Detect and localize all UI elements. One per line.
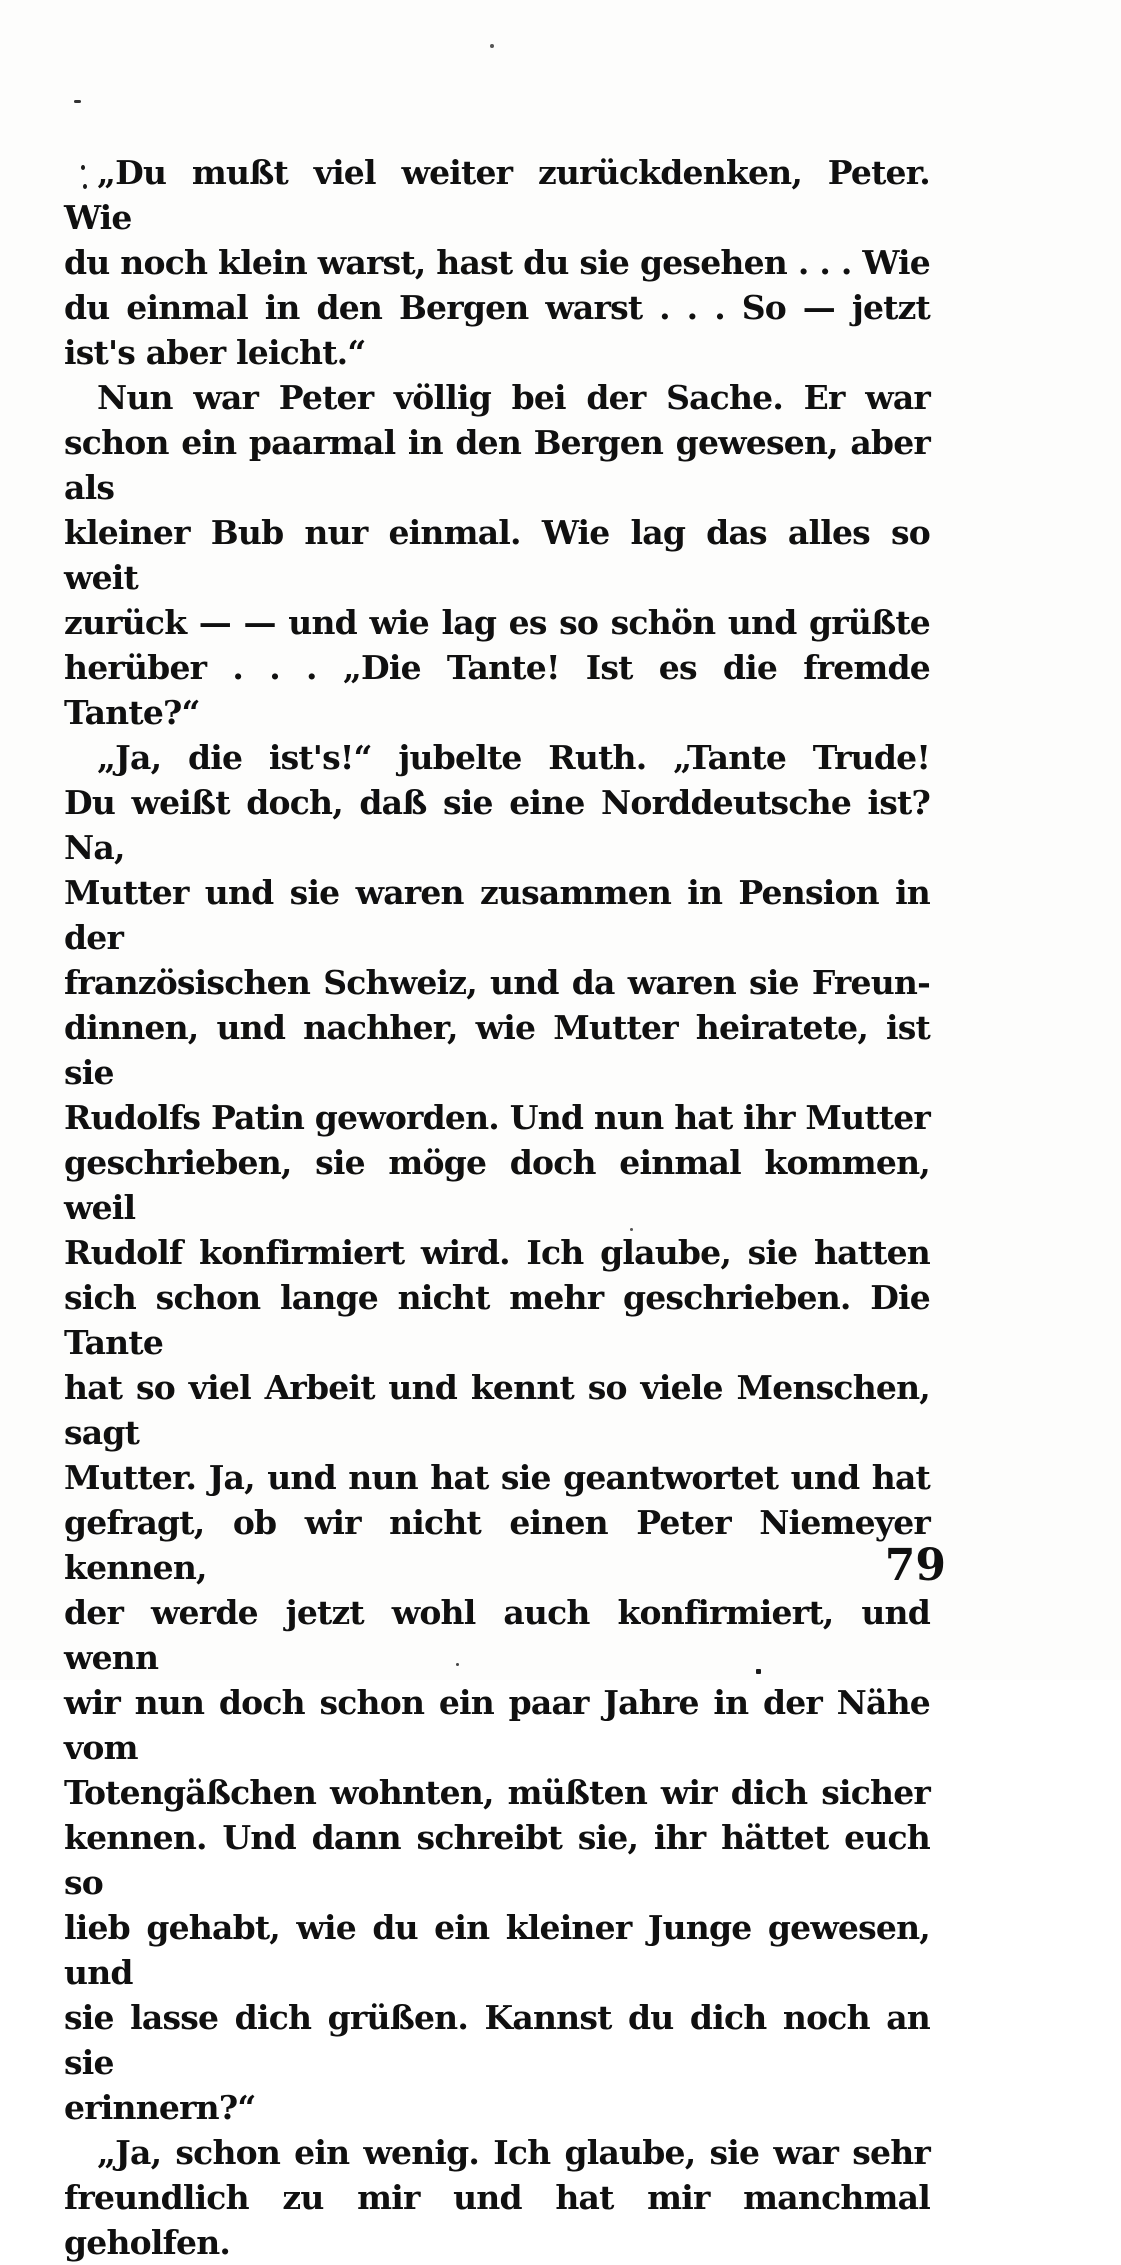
text-line: Nun war Peter völlig bei der Sache. Er war — [97, 378, 930, 417]
scan-speck — [81, 165, 85, 170]
text-line: dinnen, und nachher, wie Mutter heiratete, ist sie — [64, 1008, 930, 1092]
text-line: sie lasse dich grüßen. Kannst du dich noch an sie — [64, 1998, 930, 2082]
text-line: wir nun doch schon ein paar Jahre in der Nähe vom — [64, 1683, 930, 1767]
text-line: hat so viel Arbeit und kennt so viele Menschen, sagt — [64, 1368, 930, 1452]
text-line: Rudolfs Patin geworden. Und nun hat ihr Mutter — [64, 1098, 930, 1137]
text-line: du einmal in den Bergen warst . . . So — jetzt — [64, 288, 930, 327]
text-line: du noch klein warst, hast du sie gesehen . . . Wie — [64, 243, 930, 282]
text-line: gefragt, ob wir nicht einen Peter Niemeyer kennen, — [64, 1503, 930, 1587]
scan-speck — [490, 44, 494, 48]
text-line: geschrieben, sie möge doch einmal kommen, weil — [64, 1143, 930, 1227]
text-line: erinnern?“ — [64, 2088, 256, 2127]
text-line: „Ja, die ist's!“ jubelte Ruth. „Tante Trude! — [97, 738, 930, 777]
text-line: Mutter und sie waren zusammen in Pension in der — [64, 873, 930, 957]
text-line: Du weißt doch, daß sie eine Norddeutsche ist? Na, — [64, 783, 930, 867]
text-line: „Ja, schon ein wenig. Ich glaube, sie war sehr — [97, 2133, 930, 2172]
page-number: 79 — [884, 1540, 946, 1591]
text-line: französischen Schweiz, und da waren sie Freun- — [64, 963, 930, 1002]
scan-speck — [456, 1663, 459, 1666]
scan-speck — [74, 100, 81, 103]
text-line: freundlich zu mir und hat mir manchmal geholfen. — [64, 2178, 930, 2262]
text-line: zurück — — und wie lag es so schön und grüßte — [64, 603, 930, 642]
text-line: ist's aber leicht.“ — [64, 333, 366, 372]
scan-speck — [630, 1228, 633, 1231]
text-line: Rudolf konfirmiert wird. Ich glaube, sie hatten — [64, 1233, 930, 1272]
text-line: Mutter. Ja, und nun hat sie geantwortet und hat — [64, 1458, 930, 1497]
text-line: lieb gehabt, wie du ein kleiner Junge gewesen, und — [64, 1908, 930, 1992]
text-line: schon ein paarmal in den Bergen gewesen, aber als — [64, 423, 930, 507]
text-block — [64, 150, 930, 2265]
scan-speck — [83, 184, 87, 189]
text-line: der werde jetzt wohl auch konfirmiert, und wenn — [64, 1593, 930, 1677]
text-line: kleiner Bub nur einmal. Wie lag das alles so weit — [64, 513, 930, 597]
text-line: sich schon lange nicht mehr geschrieben. Die Tante — [64, 1278, 930, 1362]
text-line: kennen. Und dann schreibt sie, ihr hättet euch so — [64, 1818, 930, 1902]
text-line: herüber . . . „Die Tante! Ist es die fremde Tante?“ — [64, 648, 930, 732]
text-line: „Du mußt viel weiter zurückdenken, Peter. Wie — [64, 153, 930, 237]
scan-speck — [756, 1669, 761, 1674]
text-line: Totengäßchen wohnten, müßten wir dich sicher — [64, 1773, 930, 1812]
